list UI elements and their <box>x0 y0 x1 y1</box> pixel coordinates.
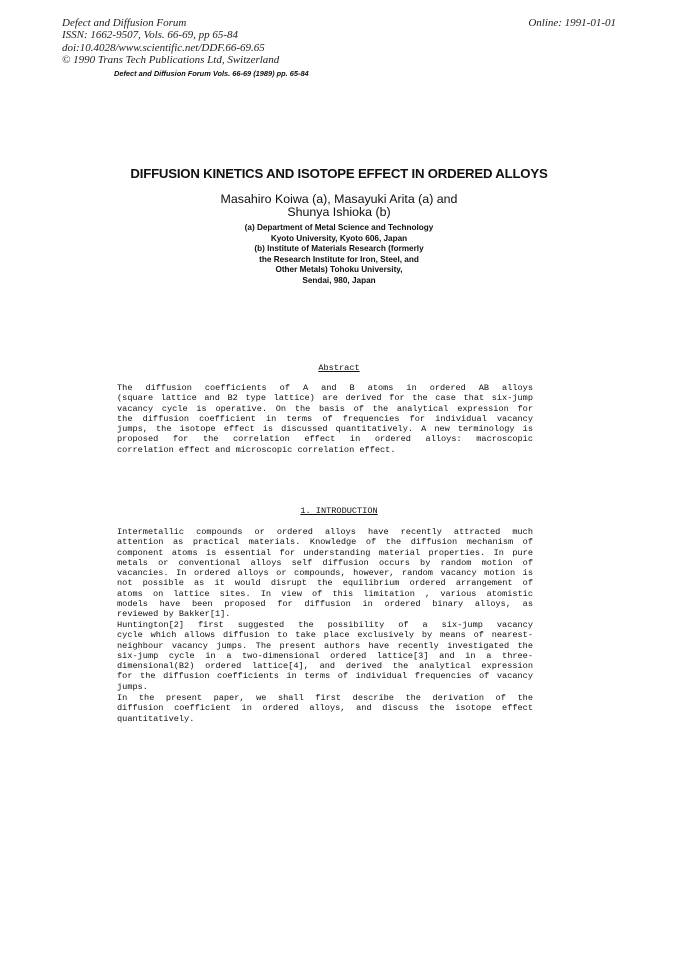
introduction-paragraph-1 <box>117 527 533 620</box>
text-line: Huntington[2] first suggested the possibility of a six-jump vacancy <box>117 620 533 630</box>
text-line: metals or conventional alloys self diffusion occurs by random motion of <box>117 557 533 568</box>
text-line: quantitatively. <box>117 713 195 724</box>
text-line: atoms on lattice sites. In view of this limitation , various atomistic <box>117 588 533 599</box>
text-line: Intermetallic compounds or ordered alloys have recently attracted much <box>117 527 533 537</box>
affiliation-line: Kyoto University, Kyoto 606, Japan <box>270 233 408 243</box>
text-line: reviewed by Bakker[1]. <box>117 609 231 620</box>
introduction-heading: 1. INTRODUCTION <box>300 506 378 516</box>
text-line: vacancy cycle is operative. On the basis of the analytical expression for <box>117 403 533 414</box>
doi-line: doi:10.4028/www.scientific.net/DDF.66-69.65 <box>62 41 265 54</box>
authors <box>0 193 678 219</box>
text-line: jumps. <box>117 681 148 692</box>
text-line: attention as practical materials. Knowledge of the diffusion mechanism of <box>117 537 533 548</box>
introduction-paragraph-2 <box>117 620 533 692</box>
text-line: six-jump cycle in a two-dimensional ordered lattice[3] and in a three- <box>117 650 533 661</box>
text-line: vacancies. In ordered alloys or compounds, however, random vacancy motion is <box>117 568 533 579</box>
affiliation-line: Other Metals) Tohoku University, <box>275 265 403 275</box>
affiliation-line: (a) Department of Metal Science and Technology <box>244 223 434 232</box>
journal-line: Defect and Diffusion Forum <box>62 17 187 29</box>
text-line: neighbour vacancy jumps. The present authors have recently investigated the <box>117 640 533 651</box>
author-line: Shunya Ishioka (b) <box>287 205 391 219</box>
text-line: component atoms is essential for understanding material properties. In pure <box>117 547 533 558</box>
affiliation-line: (b) Institute of Materials Research (formerly <box>254 244 424 254</box>
running-head: Defect and Diffusion Forum Vols. 66-69 (1989) pp. 65-84 <box>114 69 309 78</box>
affiliation-line: Sendai, 980, Japan <box>302 275 376 285</box>
text-line: diffusion coefficient in ordered alloys, and discuss the isotope effect <box>117 703 533 714</box>
text-line: proposed for the correlation effect in ordered alloys: macroscopic <box>117 434 533 445</box>
publication-info <box>62 17 279 66</box>
text-line: not possible as it would disrupt the equilibrium ordered arrangement of <box>117 578 533 589</box>
introduction-paragraph-3 <box>117 693 533 724</box>
text-line: The diffusion coefficients of A and B atoms in ordered AB alloys <box>117 383 533 393</box>
text-line: the diffusion coefficient in terms of frequencies for individual vacancy <box>117 413 533 424</box>
text-line: cycle which allows diffusion to take place exclusively by means of nearest- <box>117 630 533 641</box>
text-line: models have been proposed for diffusion in ordered binary alloys, as <box>117 599 533 610</box>
issn-line: ISSN: 1662-9507, Vols. 66-69, pp 65-84 <box>62 29 238 42</box>
affiliations <box>0 223 678 287</box>
online-date: Online: 1991-01-01 <box>528 17 616 29</box>
copyright-line: © 1990 Trans Tech Publications Ltd, Switzerland <box>62 53 280 66</box>
text-line: jumps, the isotope effect is discussed quantitatively. A new terminology is <box>117 424 533 435</box>
text-line: In the present paper, we shall first describe the derivation of the <box>117 693 533 703</box>
author-line: Masahiro Koiwa (a), Masayuki Arita (a) and <box>220 192 458 206</box>
abstract-body <box>117 383 533 455</box>
text-line: correlation effect and microscopic correlation effect. <box>117 444 396 455</box>
text-line: for the diffusion coefficients in terms of individual frequencies of vacancy <box>117 671 533 682</box>
abstract-heading: Abstract <box>318 363 360 373</box>
affiliation-line: the Research Institute for Iron, Steel, and <box>259 254 419 264</box>
text-line: dimensional(B2) ordered lattice[4], and derived the analytical expression <box>117 661 533 672</box>
paper-title: DIFFUSION KINETICS AND ISOTOPE EFFECT IN ORDERED ALLOYS <box>130 166 548 181</box>
text-line: (square lattice and B2 type lattice) are derived for the case that six-jump <box>117 393 533 404</box>
